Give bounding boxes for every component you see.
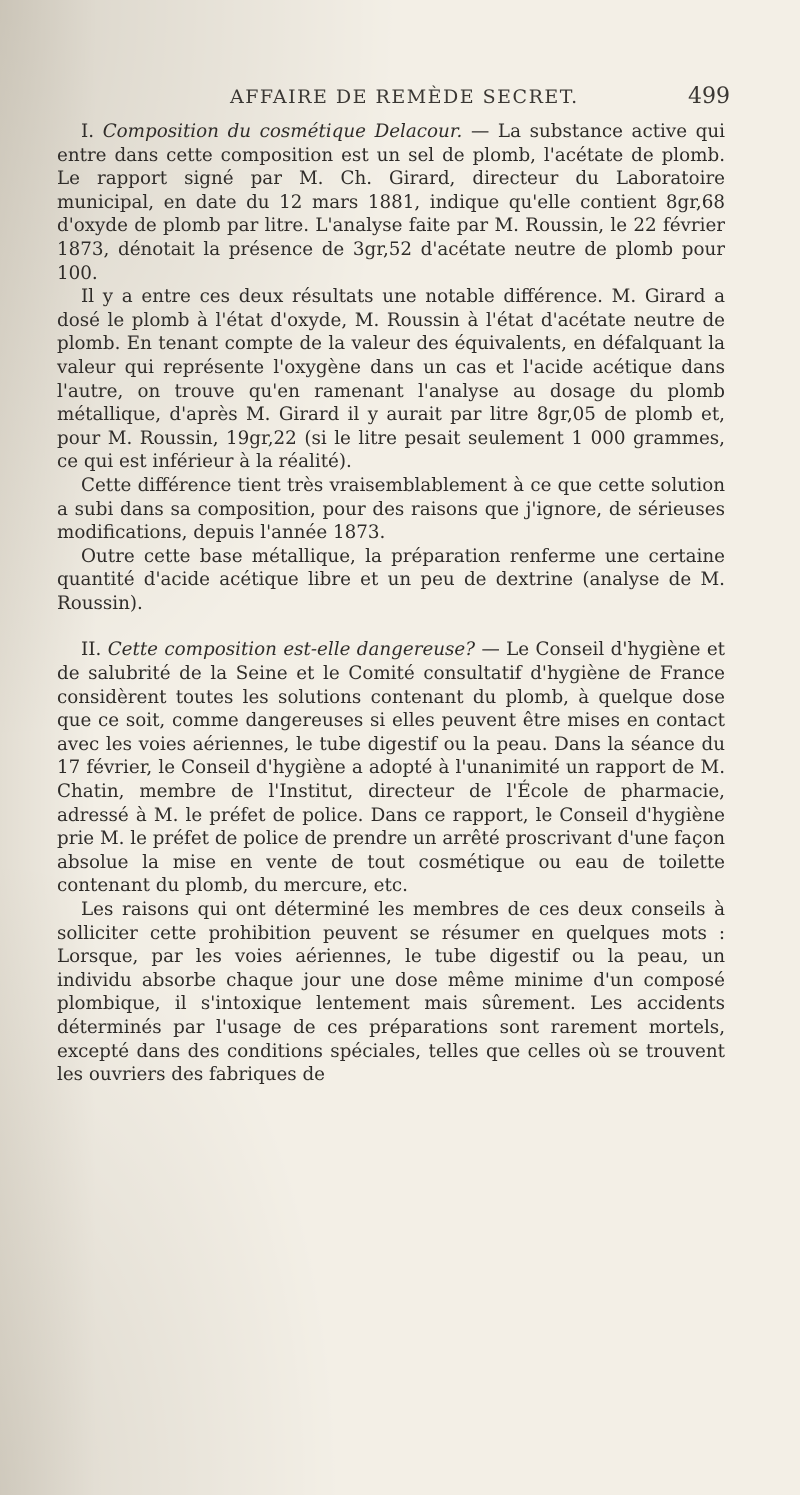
paragraph-modification: Cette différence tient très vraisemblablement à ce que cette solution a subi dans sa composition, pour des raisons que j'ignore, de sérieuses modifications, depuis l'année 1873. bbox=[57, 474, 725, 544]
paragraph-difference: Il y a entre ces deux résultats une notable différence. M. Girard a dosé le plomb à l'état d'oxyde, M. Roussin à l'état d'acétate neutre de plomb. En tenant compte de la valeur des équivalents, en défalquant la valeur qui représente l'oxygène dans un cas et l'acide acétique dans l'autre, on trouve qu'en ramenant l'analyse au dosage du plomb métallique, d'après M. Girard il y aurait par litre 8gr,05 de plomb et, pour M. Roussin, 19gr,22 (si le litre pesait seulement 1 000 grammes, ce qui est inférieur à la réalité). bbox=[57, 286, 725, 473]
section-numeral: I. bbox=[81, 121, 95, 142]
paragraph-base: Outre cette base métallique, la préparation renferme une certaine quantité d'acide acétique libre et un peu de dextrine (analyse de M. Roussin). bbox=[57, 545, 725, 614]
paragraph-composition bbox=[57, 120, 725, 285]
section-title: Cette composition est-elle dangereuse? bbox=[107, 639, 476, 661]
section-numeral: II. bbox=[81, 639, 102, 661]
section-title: Composition du cosmétique Delacour. bbox=[102, 121, 463, 142]
paragraph-reasons: Les raisons qui ont déterminé les membres de ces deux conseils à solliciter cette prohibition peuvent se résumer en quelques mots : Lorsque, par les voies aériennes, le tube digestif ou la peau, un individu absorbe chaque jour une dose même minime d'un composé plombique, il s'intoxique lentement mais sûrement. Les accidents déterminés par l'usage de ces préparations sont rarement mortels, excepté dans des conditions spéciales, telles que celles où se trouvent les ouvriers des fabriques de bbox=[57, 899, 725, 1086]
paragraph-danger bbox=[57, 638, 725, 898]
paragraph-text: — Le Conseil d'hygiène et de salubrité de la Seine et le Comité consultatif d'hygiène de France considèrent toutes les solutions contenant du plomb, à quelque dose que ce soit, comme dangereuses si elles peuvent être mises en contact avec les voies aériennes, le tube digestif ou la peau. Dans la séance du 17 février, le Conseil d'hygiène a adopté à l'unanimité un rapport de M. Chatin, membre de l'Institut, directeur de l'École de pharmacie, adressé à M. le préfet de police. Dans ce rapport, le Conseil d'hygiène prie M. le préfet de police de prendre un arrêté proscrivant d'une façon absolue la mise en vente de tout cosmétique ou eau de toilette contenant du plomb, du mercure, etc. bbox=[57, 639, 725, 897]
running-head bbox=[230, 86, 730, 116]
page-number: 499 bbox=[688, 84, 730, 109]
paragraph-text: — La substance active qui entre dans cette composition est un sel de plomb, l'acétate de plomb. Le rapport signé par M. Ch. Girard, directeur du Laboratoire municipal, en date du 12 mars 1881, indique qu'elle contient 8gr,68 d'oxyde de plomb par litre. L'analyse faite par M. Roussin, le 22 février 1873, dénotait la présence de 3gr,52 d'acétate neutre de plomb pour 100. bbox=[57, 121, 725, 284]
running-title: AFFAIRE DE REMÈDE SECRET. bbox=[230, 86, 579, 108]
body-text bbox=[57, 120, 725, 1087]
